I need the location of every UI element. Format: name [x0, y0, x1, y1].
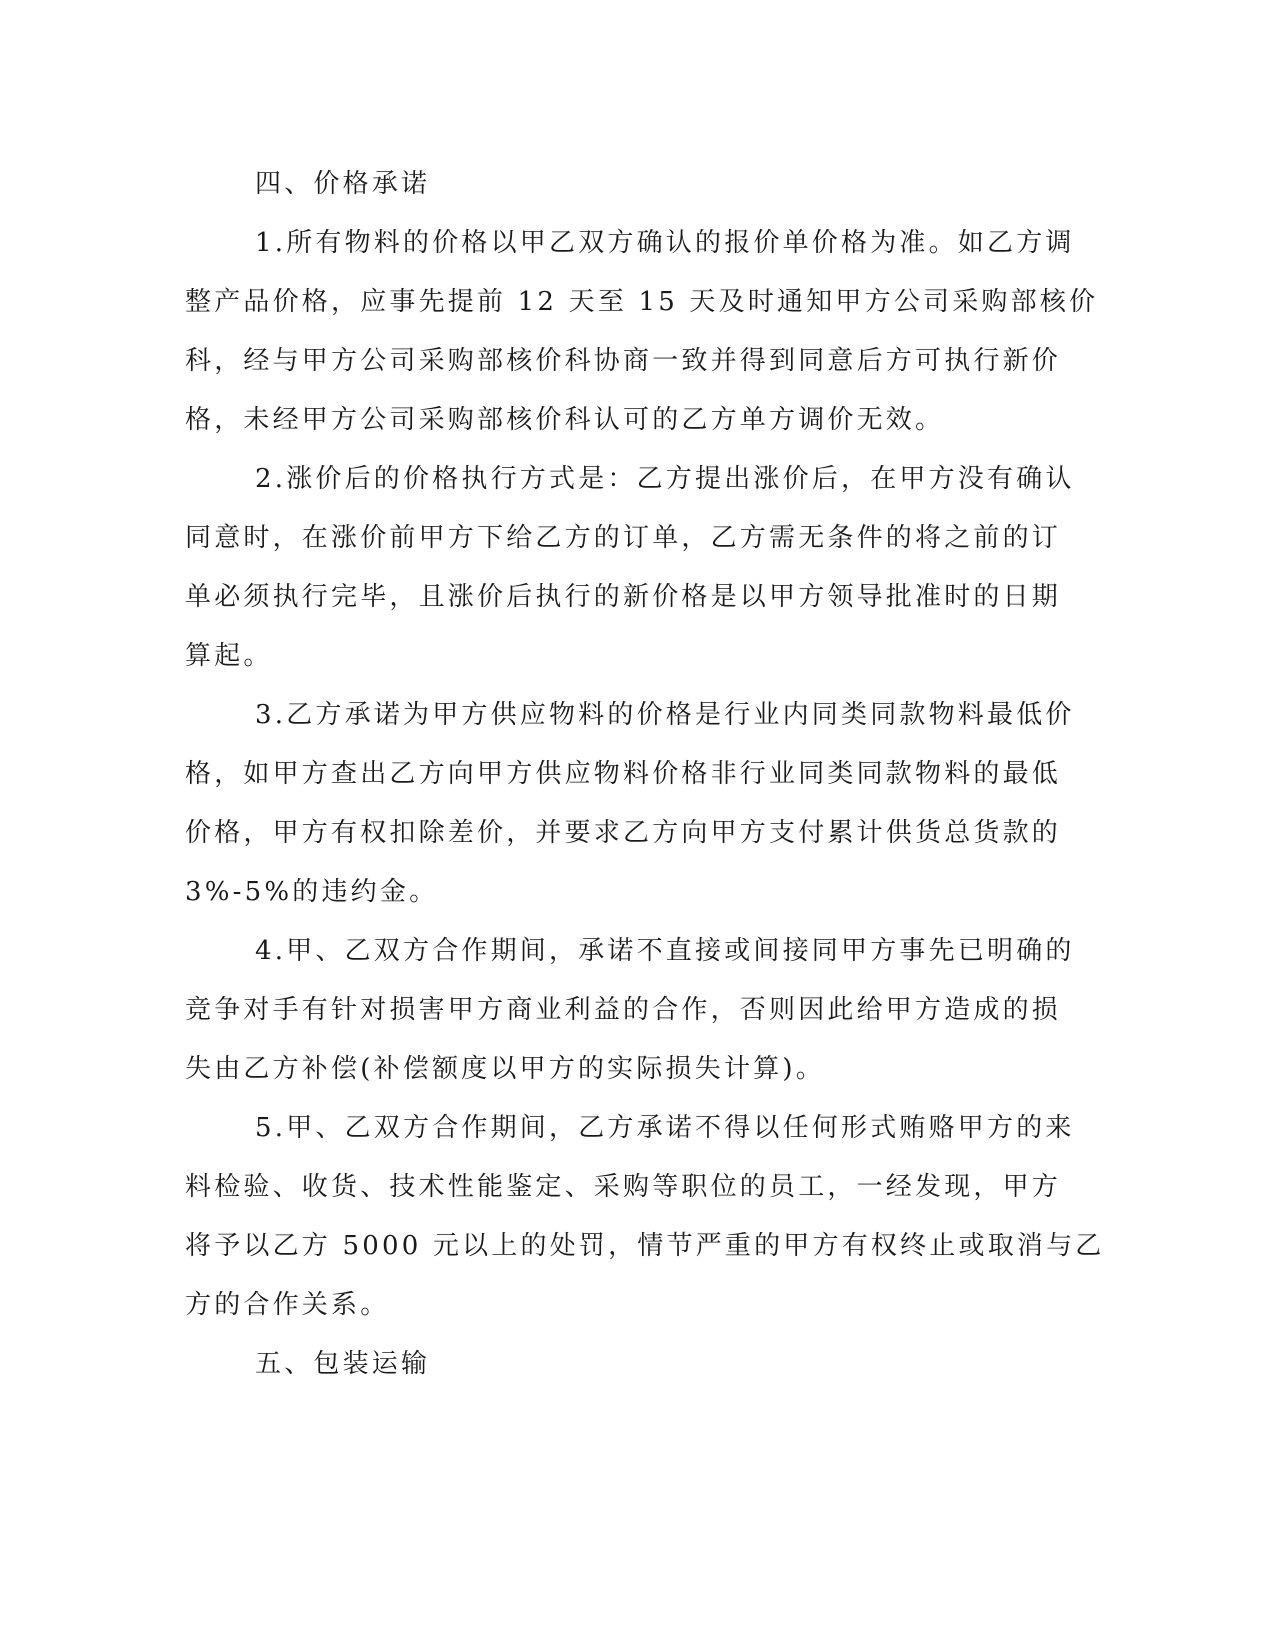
paragraph-line: 算起。 — [185, 641, 273, 671]
paragraph-line: 价格，甲方有权扣除差价，并要求乙方向甲方支付累计供货总货款的 — [185, 818, 1062, 848]
paragraph-line: 将予以乙方 5000 元以上的处罚，情节严重的甲方有权终止或取消与乙 — [185, 1231, 1105, 1261]
paragraph-line: 同意时，在涨价前甲方下给乙方的订单，乙方需无条件的将之前的订 — [185, 523, 1062, 553]
paragraph-line: 2.涨价后的价格执行方式是：乙方提出涨价后，在甲方没有确认 — [255, 464, 1075, 494]
paragraph-line: 单必须执行完毕，且涨价后执行的新价格是以甲方领导批准时的日期 — [185, 582, 1062, 612]
paragraph-4 — [185, 922, 1075, 1099]
document-page — [185, 155, 1105, 1394]
paragraph-line: 料检验、收货、技术性能鉴定、采购等职位的员工，一经发现，甲方 — [185, 1172, 1062, 1202]
paragraph-line: 格，未经甲方公司采购部核价科认可的乙方单方调价无效。 — [185, 405, 945, 435]
paragraph-line: 竞争对手有针对损害甲方商业利益的合作，否则因此给甲方造成的损 — [185, 995, 1062, 1025]
paragraph-line: 5.甲、乙双方合作期间，乙方承诺不得以任何形式贿赂甲方的来 — [255, 1113, 1075, 1143]
paragraph-2 — [185, 450, 1075, 686]
paragraph-line: 3%-5%的违约金。 — [185, 877, 439, 907]
paragraph-line: 方的合作关系。 — [185, 1290, 390, 1320]
paragraph-1 — [185, 214, 1099, 450]
paragraph-line: 3.乙方承诺为甲方供应物料的价格是行业内同类同款物料最低价 — [255, 700, 1075, 730]
paragraph-5 — [185, 1099, 1105, 1335]
paragraph-line: 4.甲、乙双方合作期间，承诺不直接或间接同甲方事先已明确的 — [255, 936, 1075, 966]
paragraph-3 — [185, 686, 1075, 922]
paragraph-line: 失由乙方补偿(补偿额度以甲方的实际损失计算)。 — [185, 1054, 825, 1084]
paragraph-line: 格，如甲方查出乙方向甲方供应物料价格非行业同类同款物料的最低 — [185, 759, 1062, 789]
paragraph-line: 整产品价格，应事先提前 12 天至 15 天及时通知甲方公司采购部核价 — [185, 287, 1099, 317]
section-heading-price-commitment: 四、价格承诺 — [255, 169, 431, 199]
paragraph-line: 1.所有物料的价格以甲乙双方确认的报价单价格为准。如乙方调 — [255, 228, 1075, 258]
section-heading-packaging-transport: 五、包装运输 — [255, 1349, 431, 1379]
paragraph-line: 科，经与甲方公司采购部核价科协商一致并得到同意后方可执行新价 — [185, 346, 1062, 376]
